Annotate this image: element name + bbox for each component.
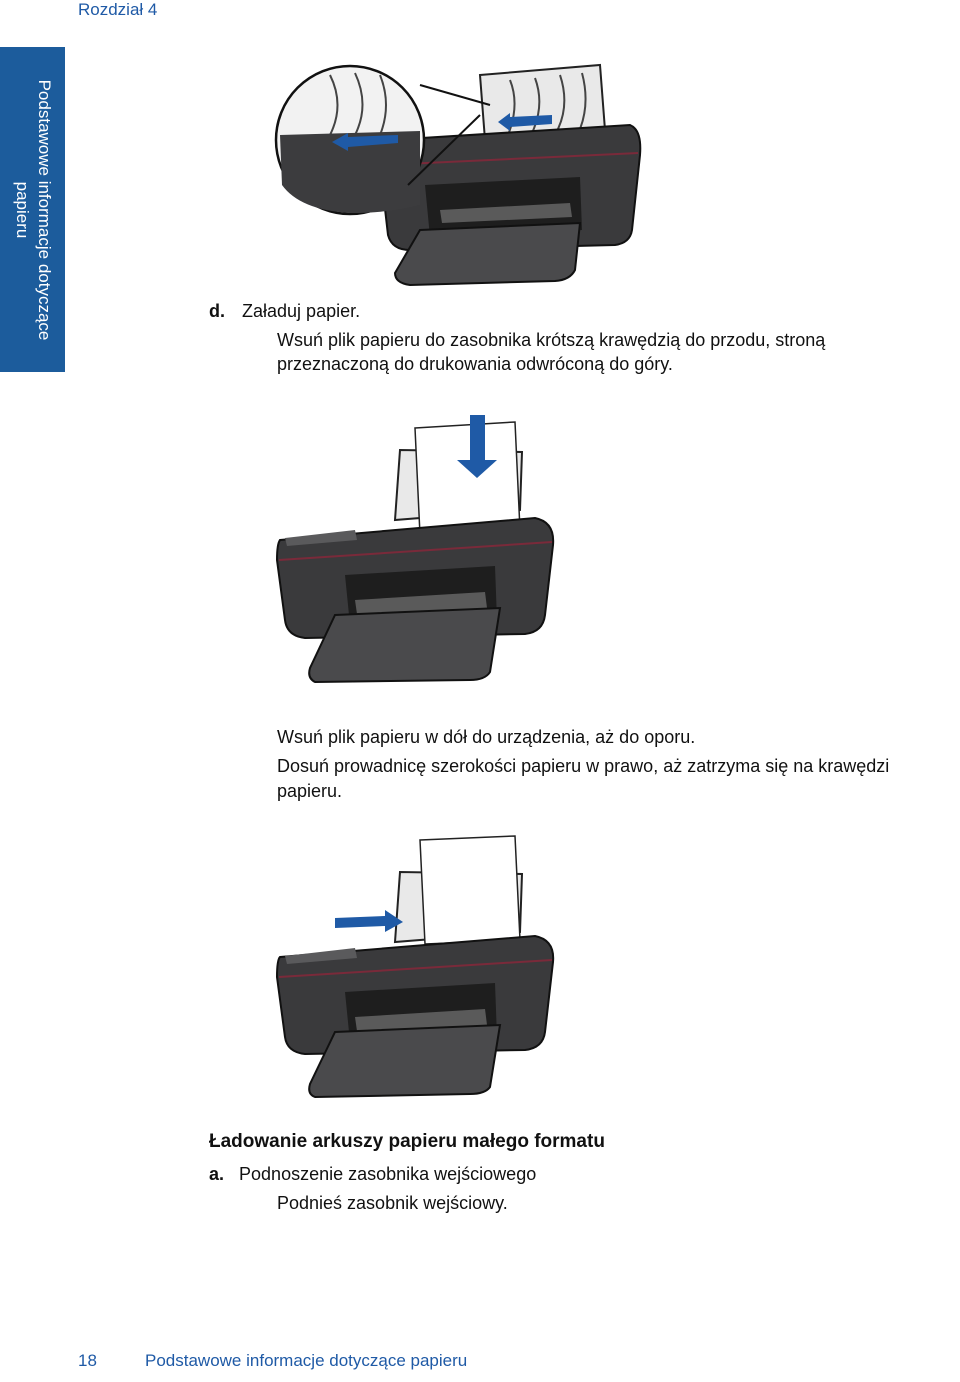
step-a-body: Podnieś zasobnik wejściowy. xyxy=(277,1193,508,1213)
step-d-more-1: Wsuń plik papieru w dół do urządzenia, aż do oporu. xyxy=(277,727,696,747)
printer-guide-zoom-figure xyxy=(270,45,650,295)
step-d-more-2: Dosuń prowadnicę szerokości papieru w prawo, aż zatrzyma się na krawędzi xyxy=(277,756,890,776)
insert-paper-figure xyxy=(275,410,560,685)
step-a-title: Podnoszenie zasobnika wejściowego xyxy=(239,1164,537,1184)
side-tab-text: Podstawowe informacje dotyczące papieru xyxy=(12,79,54,340)
side-tab xyxy=(0,47,65,372)
slide-guide-figure xyxy=(275,832,560,1102)
step-d-line xyxy=(209,298,360,324)
step-d-line-1: Wsuń plik papieru do zasobnika krótszą krawędzią do przodu, stroną xyxy=(277,330,826,350)
step-d-line-2: przeznaczoną do drukowania odwróconą do góry. xyxy=(277,354,673,374)
step-a-line xyxy=(209,1161,536,1187)
step-a-letter: a. xyxy=(209,1164,225,1184)
chapter-header: Rozdział 4 xyxy=(78,0,158,19)
page-number: 18 xyxy=(78,1351,97,1370)
page-footer xyxy=(78,1351,467,1371)
footer-title: Podstawowe informacje dotyczące papieru xyxy=(145,1351,468,1370)
step-d-letter: d. xyxy=(209,301,225,321)
step-d-more-3: papieru. xyxy=(277,781,343,801)
step-d-title: Załaduj papier. xyxy=(242,301,361,321)
section-heading: Ładowanie arkuszy papieru małego formatu xyxy=(209,1131,605,1152)
